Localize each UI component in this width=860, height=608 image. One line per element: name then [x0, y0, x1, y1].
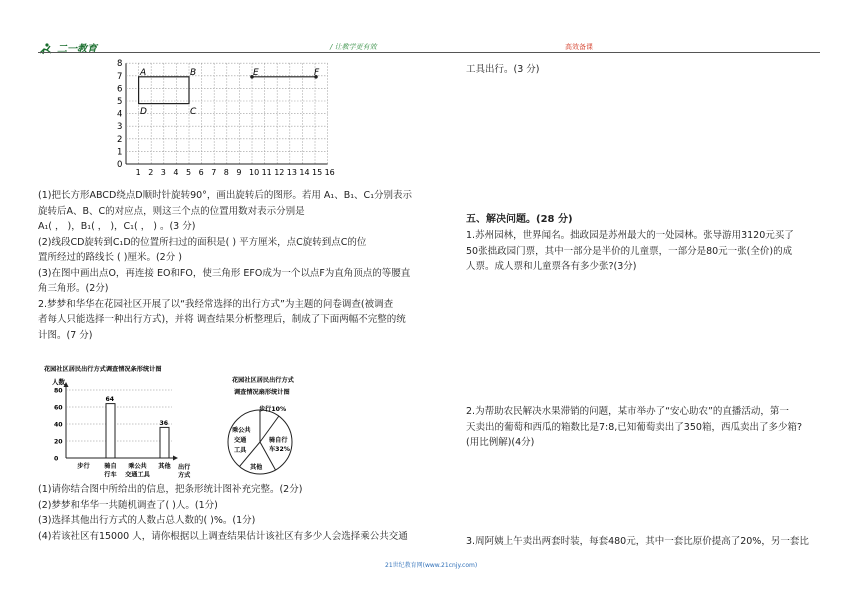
q1-line3: A₁( ， )，B₁( ， )，C₁( ， ) 。(3 分): [38, 221, 196, 232]
pie-chart-title-line2: 调查情况扇形统计图: [234, 389, 290, 396]
point-c-label: C: [190, 107, 197, 117]
grid-x-tick: 15: [312, 168, 323, 177]
grid-x-tick: 10: [249, 168, 260, 177]
bar-chart-xlabel-line2: 方式: [178, 472, 191, 479]
bar-chart-title: 花园社区居民出行方式调查情况条形统计图: [44, 366, 162, 373]
grid-x-tick: 4: [173, 168, 179, 177]
grid-y-tick: 0: [117, 160, 123, 170]
s3: (3)选择其他出行方式的人数占总人数的( )%。(1分): [38, 515, 256, 526]
grid-y-tick-labels: [117, 59, 122, 170]
r2-line1: 2.为帮助农民解决水果滞销的问题，某市举办了“安心助农”的直播活动，第一: [466, 406, 789, 417]
pie-chart-title-line1: 花园社区居民出行方式: [232, 377, 294, 384]
s1: (1)请你结合图中所给出的信息，把条形统计图补充完整。(2分): [38, 484, 303, 495]
problem-1: [466, 228, 836, 275]
q2-line1: (2)线段CD旋转到C₁D的位置所扫过的面积是( ) 平方厘米，点C旋转到点C的位: [38, 236, 367, 248]
bar: [160, 427, 169, 458]
grid-x-tick: 1: [135, 168, 141, 177]
grid-x-tick: 6: [198, 168, 204, 177]
logo-text: 二一教育: [57, 44, 97, 55]
bar-y-tick: 60: [54, 404, 63, 412]
grid-x-tick: 7: [211, 168, 217, 177]
grid-x-tick-labels: [136, 168, 335, 177]
bar-category-label: 其他: [158, 463, 171, 470]
bar-chart: [38, 362, 208, 482]
grid-x-tick: 12: [274, 168, 285, 177]
bar-category-label: 交通工具: [125, 471, 150, 479]
grid-y-tick: 5: [117, 97, 123, 107]
grid-x-tick: 13: [286, 168, 297, 177]
q3-line1: (3)在图中画出点O，再连接 EO和FO，使三角形 EFO成为一个以点F为直角顶点的等腰直: [38, 267, 411, 279]
grid-y-tick: 7: [117, 71, 123, 82]
bar-category-label: 步行: [77, 463, 90, 470]
section-title: 五、解决问题。(28 分): [466, 214, 573, 225]
grid-lines: [126, 63, 328, 164]
bar-y-tick: 0: [54, 455, 59, 463]
pie-label-transit-line3: 工具: [234, 447, 247, 454]
r1-line1: 1.苏州园林，世界闻名。拙政园是苏州最大的一处园林。张导游用3120元买了: [466, 230, 794, 241]
bar-value-label: 36: [159, 419, 169, 427]
header-slogan: / 让教学更有效: [330, 43, 377, 51]
bar-chart-ylabel: 人数: [52, 378, 65, 386]
bar-y-tick: 20: [54, 438, 63, 446]
right-carry-over: 工具出行。(3 分): [466, 64, 540, 75]
bar-category-label: 乘公共: [128, 463, 147, 470]
footer-text: 21世纪教育网(www.21cnjy.com): [385, 562, 478, 569]
grid-x-tick: 11: [261, 168, 272, 177]
point-b-label: B: [190, 68, 197, 78]
grid-x-tick: 14: [299, 168, 310, 177]
q3-line2: 角三角形。(2分): [38, 283, 109, 294]
grid-x-tick: 3: [160, 168, 166, 177]
point-a-label: A: [140, 68, 147, 78]
bar-category-label: 行车: [104, 471, 117, 479]
bar-category-label: 骑自: [104, 463, 117, 470]
bar-chart-bars: [106, 396, 170, 458]
grid-x-tick: 2: [148, 168, 154, 177]
bar-chart-xlabel-line1: 出行: [178, 464, 191, 471]
q1-line2: 旋转后A、B、C的对应点，则这三个点的位置用数对表示分别是: [38, 205, 305, 217]
q1-line1: (1)把长方形ABCD绕点D顺时针旋转90°，画出旋转后的图形。若用 A₁、B₁、C₁分别表示: [38, 190, 413, 201]
problem-2: [466, 404, 836, 451]
problem-3: [466, 534, 836, 550]
point-f-label: F: [314, 68, 320, 78]
pie-label-walk: 步行10%: [259, 406, 287, 413]
grid-y-tick: 4: [117, 109, 123, 120]
left-column-questions: [38, 188, 438, 343]
runner-icon: [38, 43, 54, 55]
bar-y-tick: 80: [54, 387, 63, 395]
bar-chart-category-labels: [77, 462, 171, 479]
p2-line1: 2.梦梦和华华在花园社区开展了以“我经常选择的出行方式”为主题的问卷调查(被调查: [38, 298, 394, 310]
grid-y-tick: 1: [117, 147, 123, 158]
grid-y-tick: 3: [117, 122, 123, 133]
r2-line3: (用比例解)(4分): [466, 437, 535, 448]
r2-line2: 天卖出的葡萄和西瓜的箱数比是7:8,已知葡萄卖出了350箱，西瓜卖出了多少箱?: [466, 421, 802, 433]
s4: (4)若该社区有15000 人，请你根据以上调查结果估计该社区有多少人会选择乘公共交通: [38, 530, 408, 542]
pie-label-transit-line1: 乘公共: [232, 427, 251, 434]
bar: [106, 404, 115, 458]
r1-line2: 50张拙政园门票，其中一部分是半价的儿童票，一部分是80元一张(全价)的成: [466, 245, 793, 257]
p2-line3: 计图。(7 分): [38, 329, 93, 341]
pie-chart: [210, 370, 320, 485]
p2-line2: 者每人只能选择一种出行方式)，并将 调查结果分析整理后，制成了下面两幅不完整的统: [38, 314, 406, 325]
bar-x-arrow: [173, 456, 178, 461]
bar-y-tick: 40: [54, 421, 63, 429]
grid-x-tick: 8: [223, 168, 229, 177]
grid-x-tick: 5: [186, 168, 192, 177]
q2-line2: 置所经过的路线长 ( )厘米。(2分 ): [38, 252, 182, 263]
pie-label-bike-line2: 车32%: [269, 446, 290, 453]
grid-x-tick: 16: [324, 168, 335, 177]
point-d-label: D: [140, 107, 147, 117]
header-tagline: 高效备课: [565, 43, 593, 51]
r3-line1: 3.周阿姨上午卖出两套时装，每套480元，其中一套比原价提高了20%，另一套比: [466, 536, 809, 547]
grid-y-tick: 2: [117, 134, 123, 145]
coordinate-grid-figure: [106, 58, 338, 183]
bar-value-label: 64: [105, 396, 115, 404]
pie-label-transit-line2: 交通: [234, 437, 247, 444]
grid-x-tick: 9: [236, 168, 242, 177]
grid-y-tick: 6: [117, 84, 123, 95]
pie-label-bike-line1: 骑自行: [269, 437, 288, 444]
r1-line3: 人票。成人票和儿童票各有多少张?(3分): [466, 261, 637, 272]
point-e-label: E: [253, 68, 259, 78]
s2: (2)梦梦和华华一共随机调查了( )人。(1分): [38, 499, 218, 511]
left-subquestions: [38, 482, 438, 544]
grid-y-tick: 8: [117, 59, 123, 70]
header-divider: [38, 52, 820, 53]
pie-label-other: 其他: [250, 464, 263, 471]
